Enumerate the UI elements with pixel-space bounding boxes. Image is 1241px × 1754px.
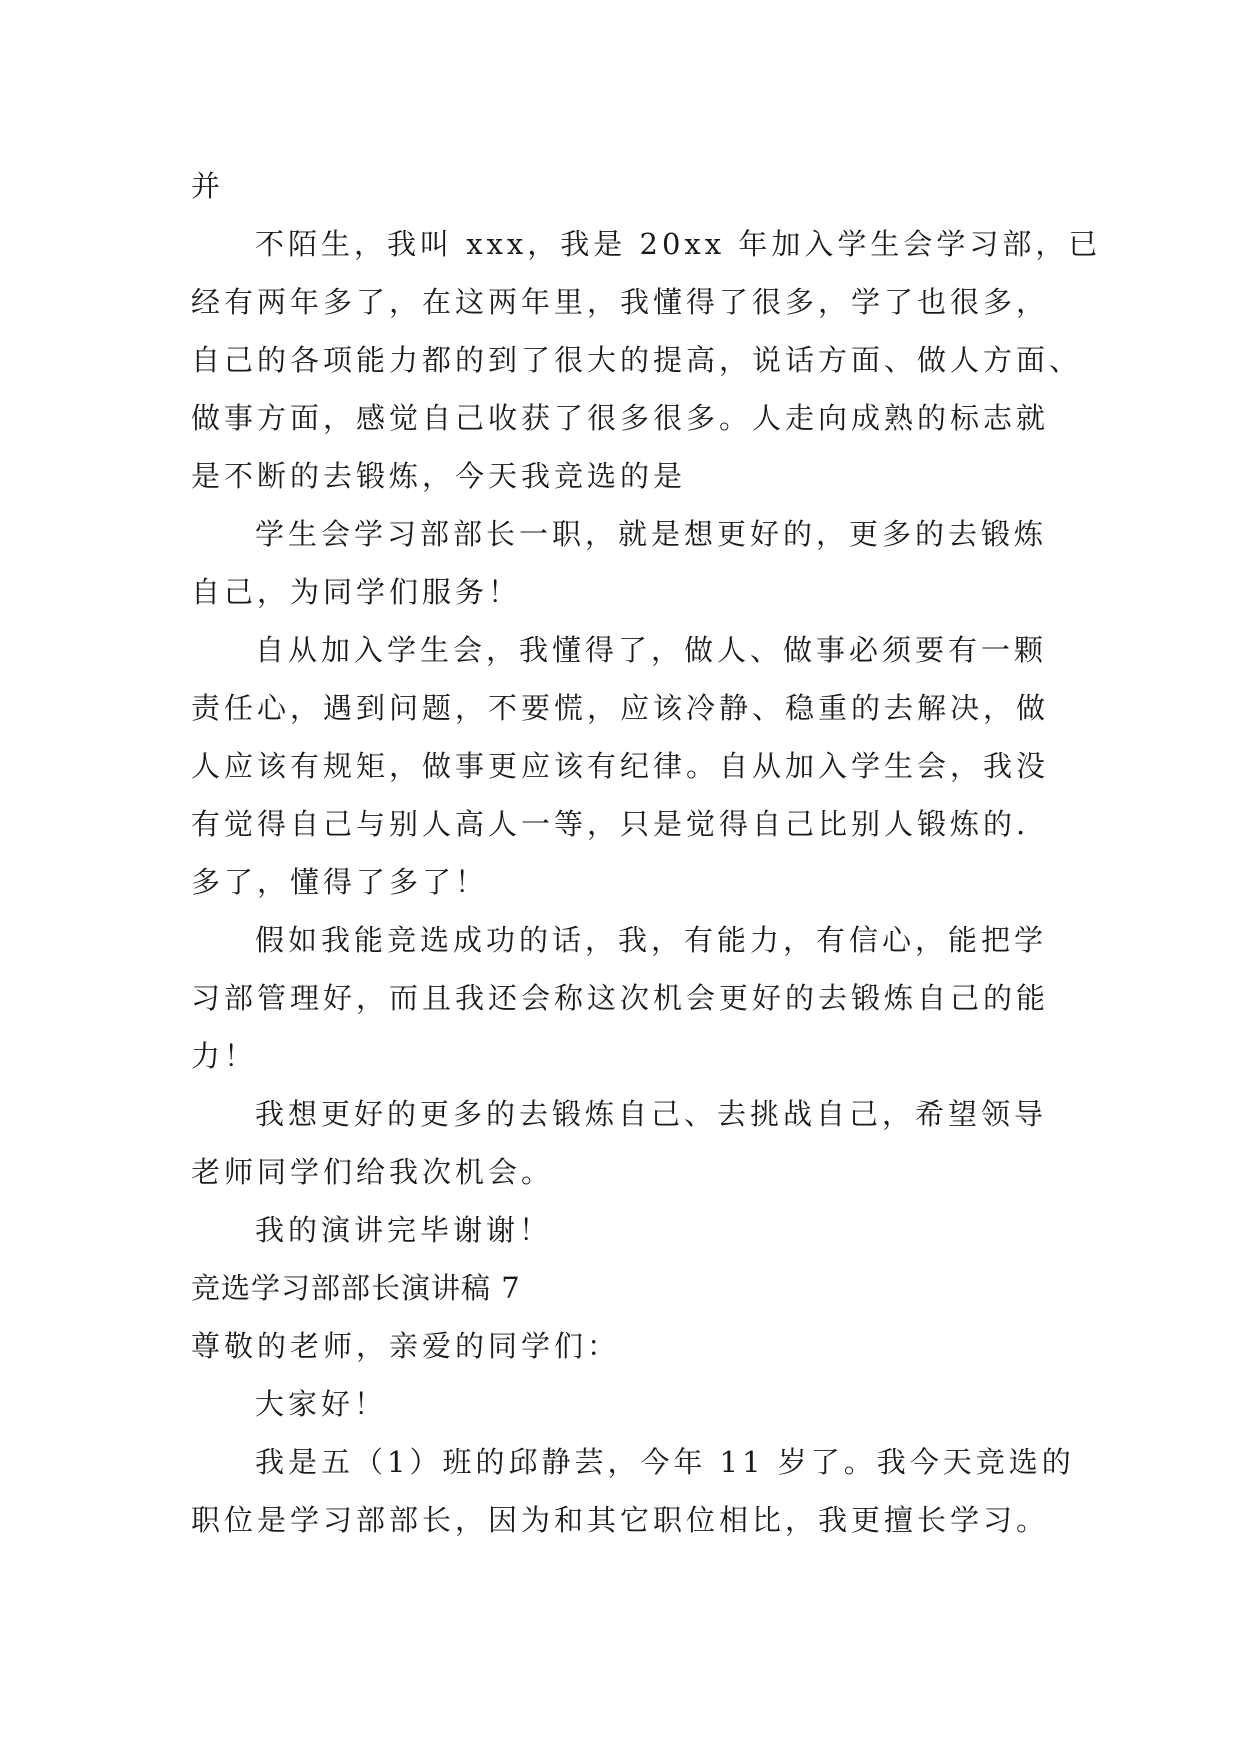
paragraph-start: 不陌生，我叫 xxx，我是 20xx 年加入学生会学习部，已 bbox=[255, 227, 1102, 261]
text-line: 职位是学习部部长，因为和其它职位相比，我更擅长学习。 bbox=[191, 1503, 1050, 1537]
text-line: 自己的各项能力都的到了很大的提高，说话方面、做人方面、 bbox=[191, 343, 1083, 377]
salutation: 尊敬的老师，亲爱的同学们： bbox=[191, 1329, 621, 1363]
text-line: 做事方面，感觉自己收获了很多很多。人走向成熟的标志就 bbox=[191, 401, 1050, 435]
text-line: 自己，为同学们服务！ bbox=[191, 575, 522, 609]
text-line: 并 bbox=[191, 169, 225, 203]
text-line: 人应该有规矩，做事更应该有纪律。自从加入学生会，我没 bbox=[191, 749, 1050, 783]
paragraph-start: 我是五（1）班的邱静芸，今年 11 岁了。我今天竞选的 bbox=[255, 1445, 1075, 1479]
section-heading: 竞选学习部部长演讲稿 7 bbox=[191, 1271, 521, 1305]
text-line: 是不断的去锻炼，今天我竞选的是 bbox=[191, 459, 687, 493]
text-line: 力！ bbox=[191, 1039, 258, 1073]
paragraph-start: 我的演讲完毕谢谢！ bbox=[255, 1213, 553, 1247]
paragraph-start: 假如我能竞选成功的话，我，有能力，有信心，能把学 bbox=[255, 923, 1048, 957]
text-line: 多了，懂得了多了！ bbox=[191, 865, 489, 899]
text-line: 有觉得自己与别人高人一等，只是觉得自己比别人锻炼的. bbox=[191, 807, 1030, 841]
text-line: 习部管理好，而且我还会称这次机会更好的去锻炼自己的能 bbox=[191, 981, 1050, 1015]
paragraph-start: 我想更好的更多的去锻炼自己、去挑战自己，希望领导 bbox=[255, 1097, 1048, 1131]
text-line: 责任心，遇到问题，不要慌，应该冷静、稳重的去解决，做 bbox=[191, 691, 1050, 725]
text-line: 老师同学们给我次机会。 bbox=[191, 1155, 555, 1189]
text-line: 经有两年多了，在这两年里，我懂得了很多，学了也很多， bbox=[191, 285, 1050, 319]
paragraph-start: 学生会学习部部长一职，就是想更好的，更多的去锻炼 bbox=[255, 517, 1048, 551]
greeting: 大家好！ bbox=[255, 1387, 388, 1421]
paragraph-start: 自从加入学生会，我懂得了，做人、做事必须要有一颗 bbox=[255, 633, 1048, 667]
